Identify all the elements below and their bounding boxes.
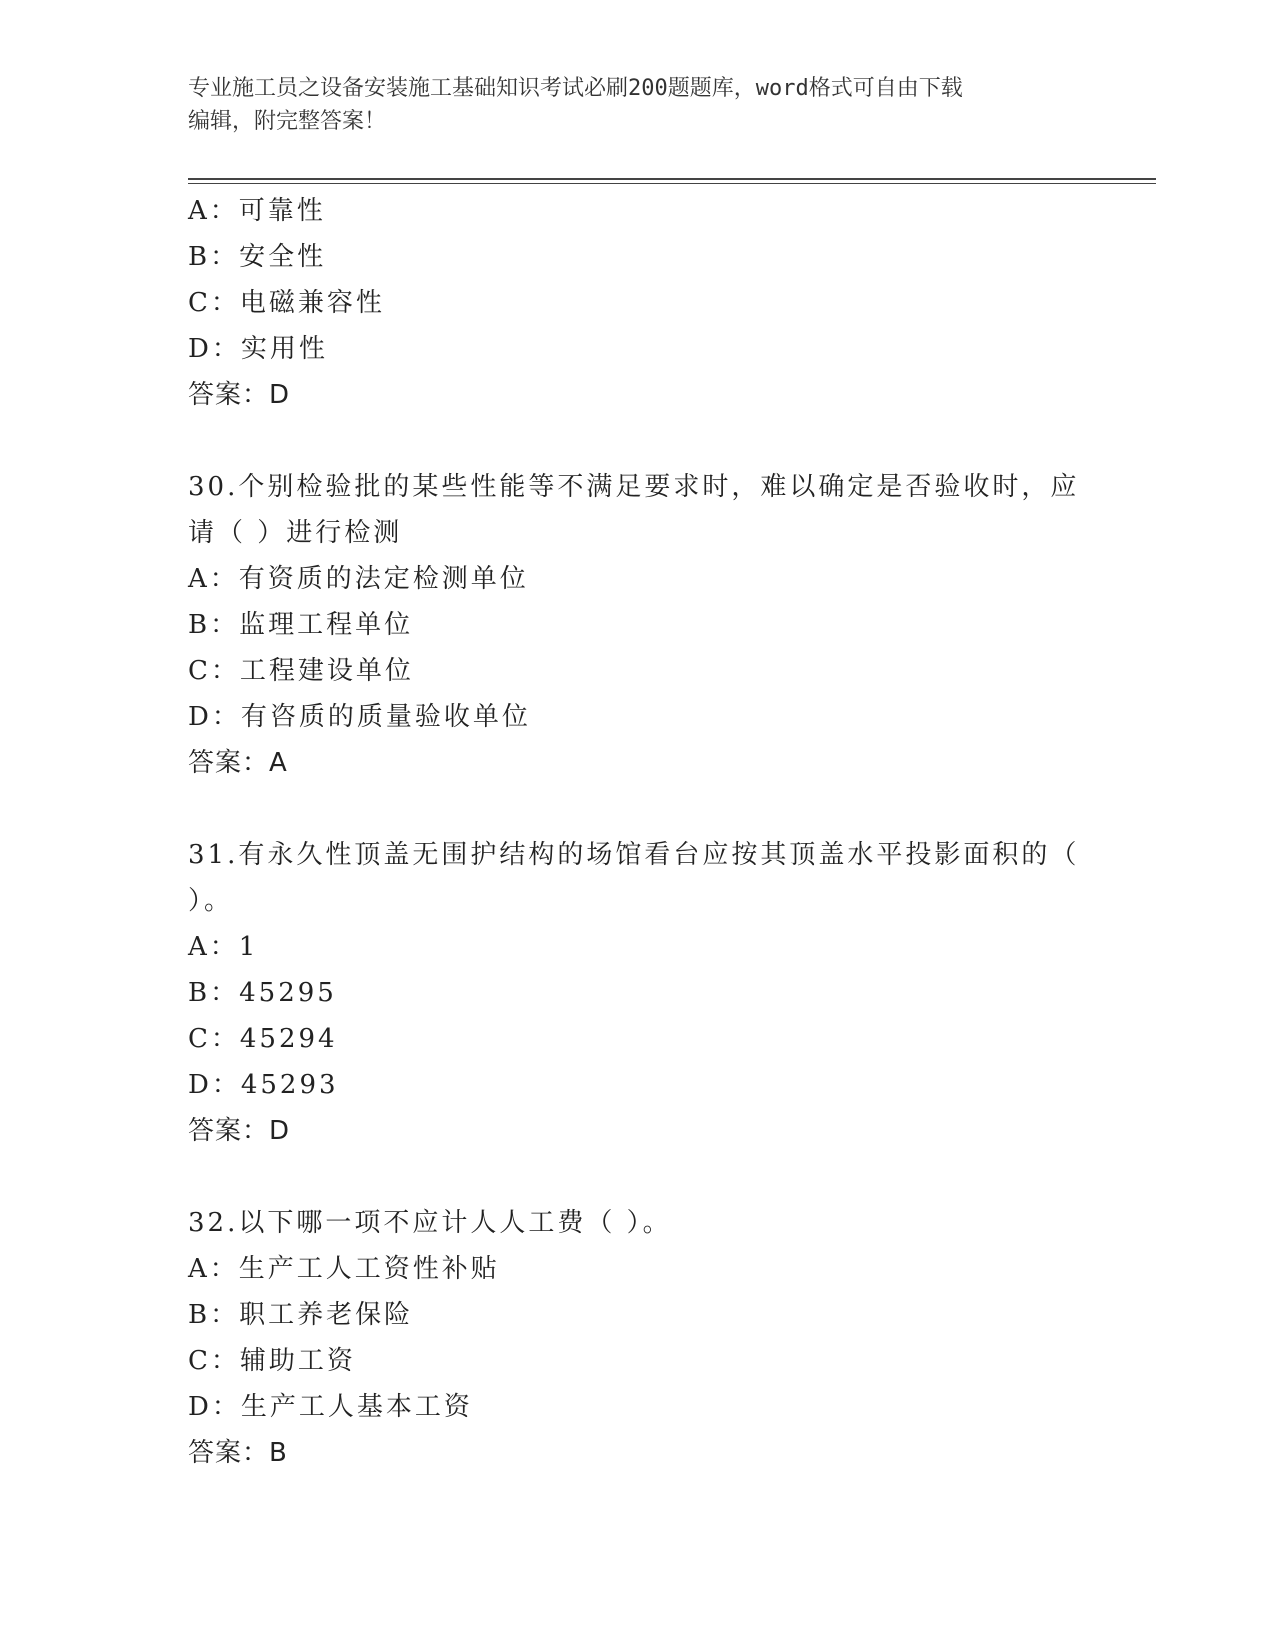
option-c: C：辅助工资 bbox=[188, 1346, 356, 1376]
option-d: D：实用性 bbox=[188, 334, 328, 364]
answer: 答案：B bbox=[188, 1438, 288, 1468]
question-text: 32.以下哪一项不应计人人工费（ ）。 bbox=[188, 1208, 672, 1238]
option-a: A：有资质的法定检测单位 bbox=[188, 564, 529, 594]
option-a: A：1 bbox=[188, 932, 259, 962]
option-c: C：工程建设单位 bbox=[188, 656, 414, 686]
option-d: D：45293 bbox=[188, 1070, 339, 1100]
question-list bbox=[188, 188, 1088, 1476]
option-d: D：有咨质的质量验收单位 bbox=[188, 702, 531, 732]
option-b: B：安全性 bbox=[188, 242, 327, 272]
option-a: A：生产工人工资性补贴 bbox=[188, 1254, 500, 1284]
answer: 答案：D bbox=[188, 380, 291, 410]
header-line-2: 编辑，附完整答案！ bbox=[188, 109, 387, 134]
option-b: B：职工养老保险 bbox=[188, 1300, 414, 1330]
option-c: C：45294 bbox=[188, 1024, 338, 1054]
question-text-cont: 请（ ）进行检测 bbox=[188, 518, 403, 548]
option-b: B：监理工程单位 bbox=[188, 610, 414, 640]
answer: 答案：D bbox=[188, 1116, 291, 1146]
header-divider bbox=[188, 178, 1156, 180]
option-b: B：45295 bbox=[188, 978, 337, 1008]
option-d: D：生产工人基本工资 bbox=[188, 1392, 473, 1422]
document-header bbox=[188, 72, 1068, 138]
answer: 答案：A bbox=[188, 748, 288, 778]
question-text-cont: ）。 bbox=[188, 886, 234, 916]
header-line-1: 专业施工员之设备安装施工基础知识考试必刷200题题库，word格式可自由下载 bbox=[188, 76, 963, 101]
header-divider-thin bbox=[188, 183, 1156, 184]
question-32 bbox=[188, 1200, 1088, 1476]
option-a: A：可靠性 bbox=[188, 196, 326, 226]
question-29-options bbox=[188, 188, 1088, 418]
option-c: C：电磁兼容性 bbox=[188, 288, 385, 318]
question-text: 30.个别检验批的某些性能等不满足要求时，难以确定是否验收时，应 bbox=[188, 472, 1080, 502]
question-30 bbox=[188, 464, 1088, 786]
question-text: 31.有永久性顶盖无围护结构的场馆看台应按其顶盖水平投影面积的（ bbox=[188, 840, 1080, 870]
question-31 bbox=[188, 832, 1088, 1154]
